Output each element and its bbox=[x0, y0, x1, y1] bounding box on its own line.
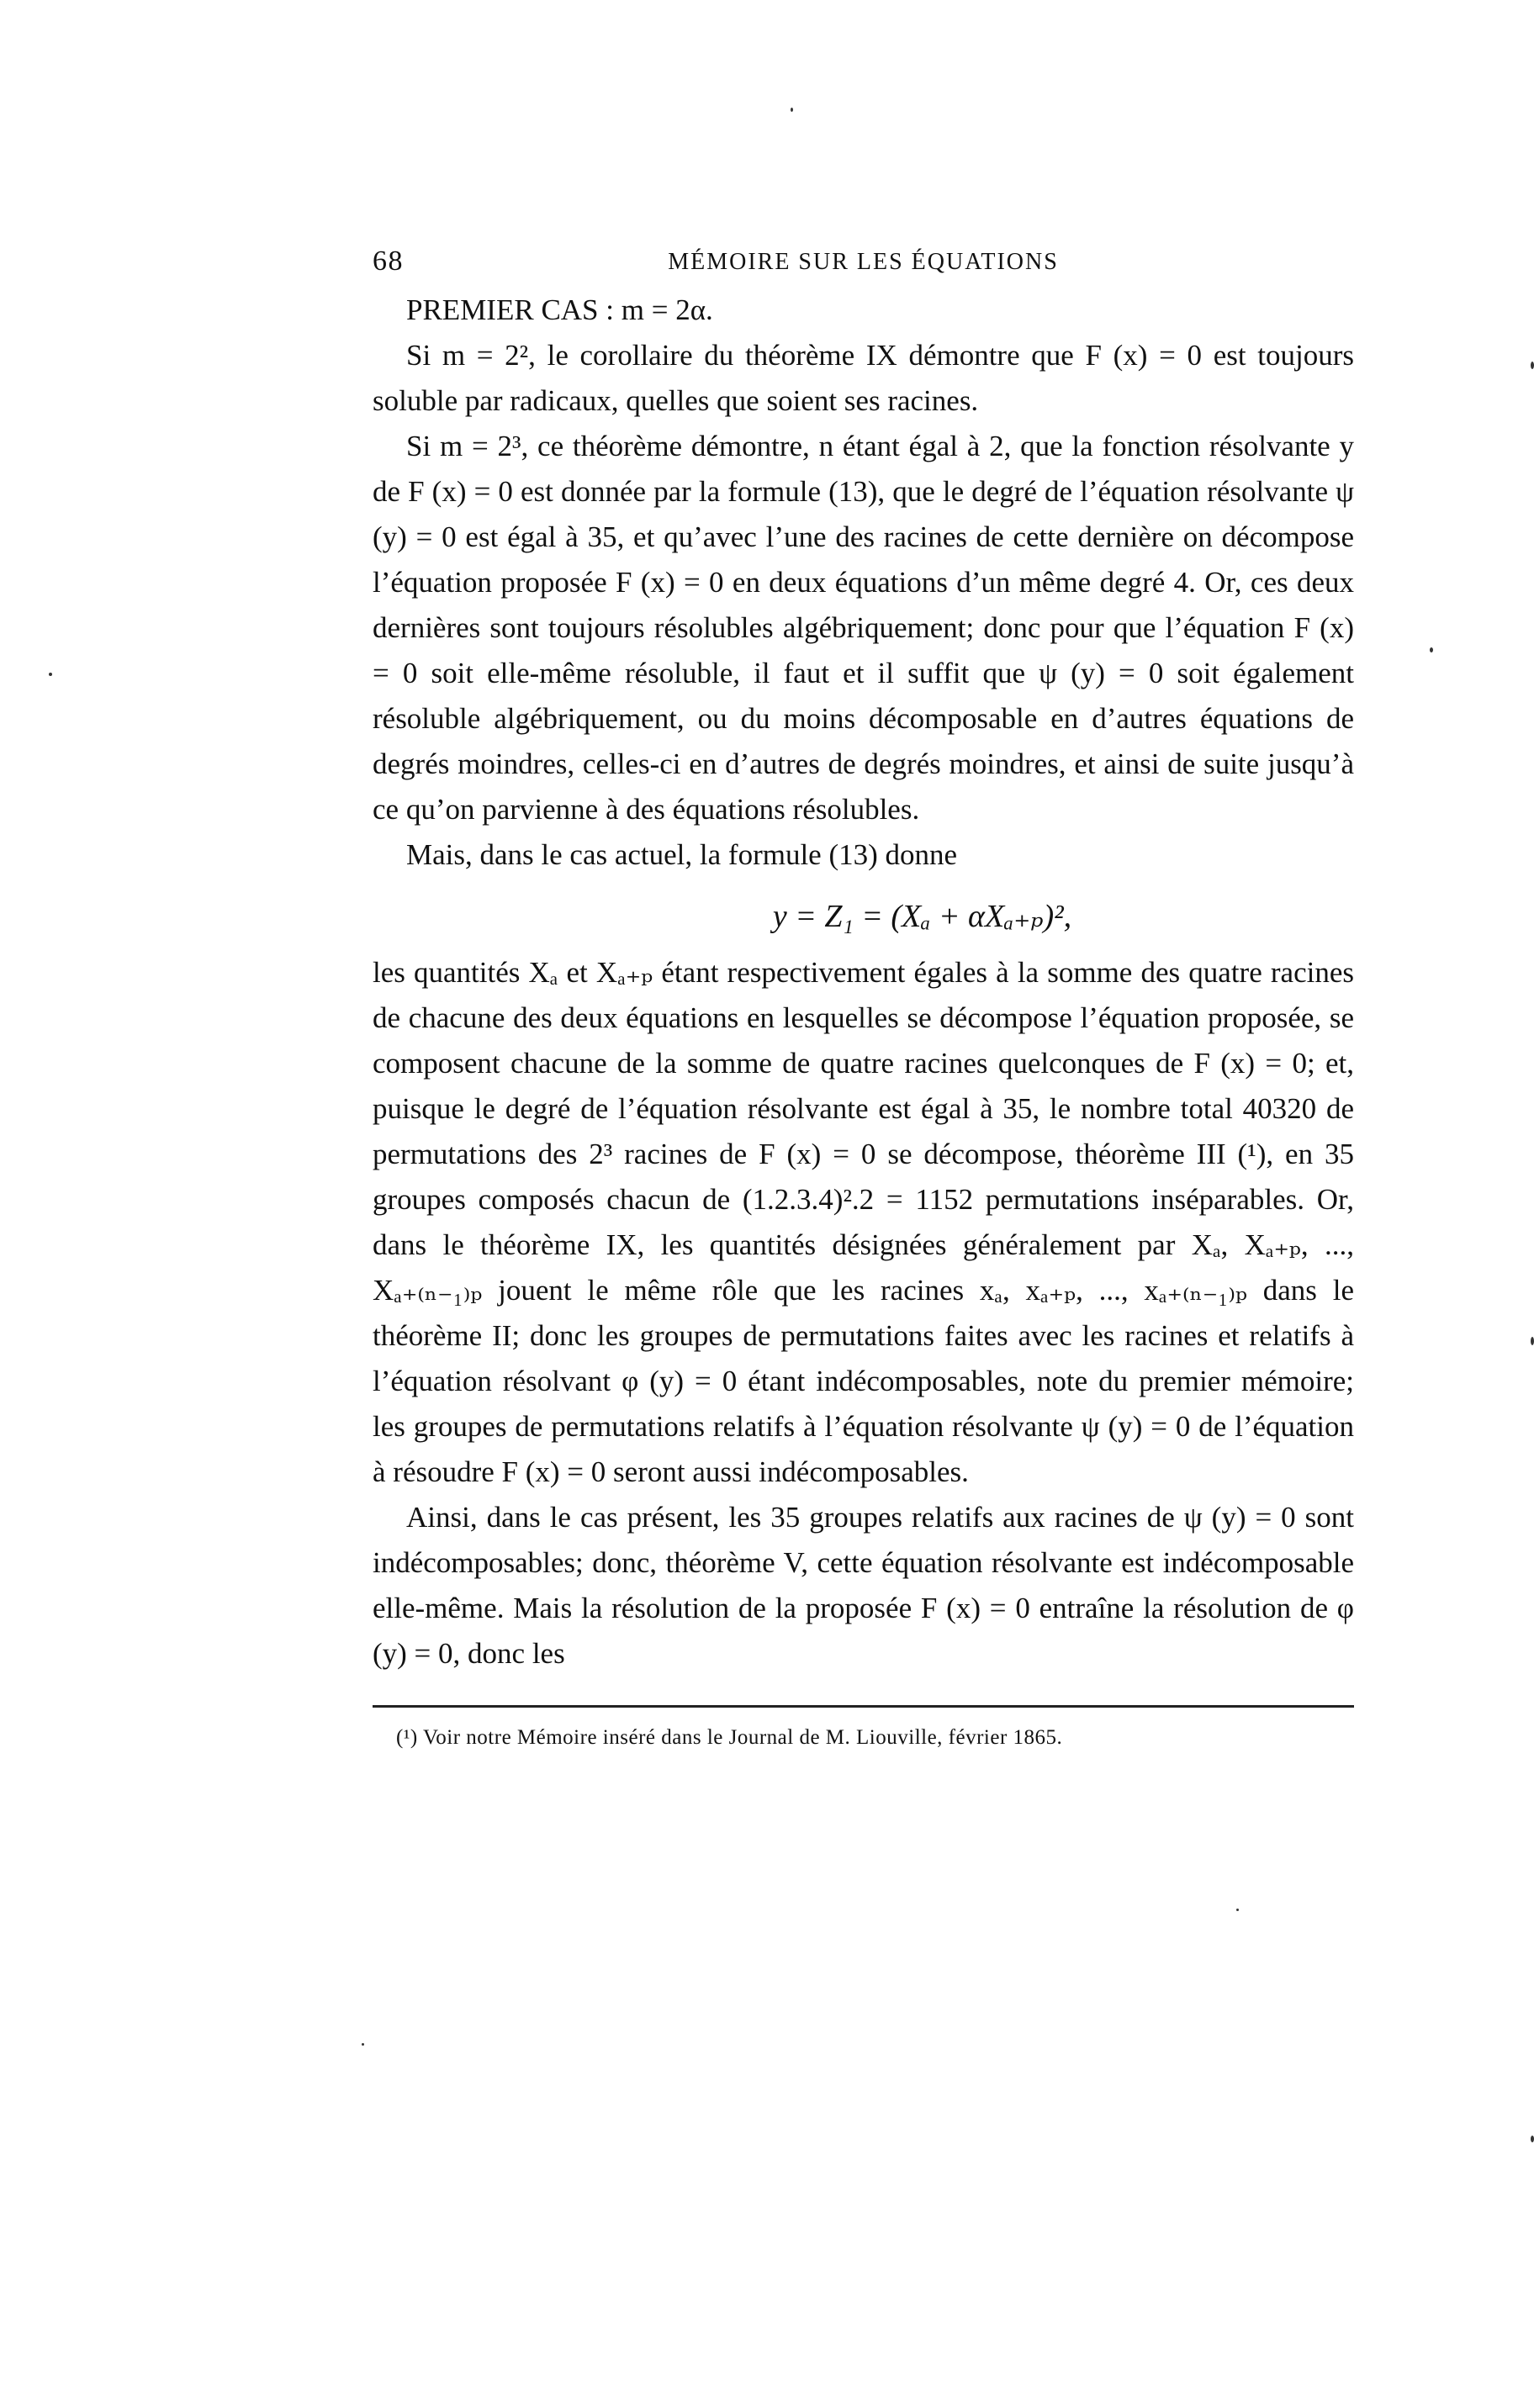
scan-speck bbox=[362, 2043, 364, 2046]
display-equation: y = Z₁ = (Xₐ + αXₐ₊ₚ)², bbox=[772, 899, 1072, 934]
page-number: 68 bbox=[373, 246, 404, 277]
page-header bbox=[373, 246, 1354, 279]
scan-speck bbox=[791, 108, 793, 112]
running-title: MÉMOIRE SUR LES ÉQUATIONS bbox=[668, 249, 1059, 275]
document-page bbox=[373, 246, 1354, 1755]
scan-speck bbox=[1531, 2136, 1534, 2142]
footnote: (¹) Voir notre Mémoire inséré dans le Journal de M. Liouville, février 1865. bbox=[396, 1726, 1063, 1749]
scan-speck bbox=[1531, 1337, 1534, 1345]
footnote-rule bbox=[373, 1705, 1354, 1708]
paragraph: Si m = 2³, ce théorème démontre, n étant égal à 2, que la fonction résolvante y de F (x) = 0 est donnée par la formule (13), que le degré de l’équation résolvante ψ (y) = 0 est égal à 35, et qu’avec l’une des racines de cette dernière on décompose l’équation proposée F (x) = 0 en deux équations d’un même degré 4. Or, ces deux dernières sont toujours résolubles algébriquement; donc pour que l’équation F (x) = 0 soit elle-même résoluble, il faut et il suffit que ψ (y) = 0 soit également résoluble algébriquement, ou du moins décomposable en d’autres équations de degrés moindres, celles-ci en d’autres de degrés moindres, et ainsi de suite jusqu’à ce qu’on parvienne à des équations résolubles. bbox=[373, 430, 1354, 826]
section-heading: PREMIER CAS : m = 2α. bbox=[406, 293, 713, 326]
scan-speck bbox=[1531, 362, 1534, 369]
paragraph: Mais, dans le cas actuel, la formule (13) donne bbox=[406, 838, 958, 871]
body-text bbox=[373, 288, 1354, 1677]
scan-speck bbox=[1430, 647, 1433, 652]
paragraph: Ainsi, dans le cas présent, les 35 groupes relatifs aux racines de ψ (y) = 0 sont indécomposables; donc, théorème V, cette équation résolvante est indécomposable elle-même. Mais la résolution de la proposée F (x) = 0 entraîne la résolution de φ (y) = 0, donc les bbox=[373, 1501, 1354, 1670]
scan-speck bbox=[1236, 1909, 1239, 1911]
paragraph: Si m = 2², le corollaire du théorème IX démontre que F (x) = 0 est toujours soluble par radicaux, quelles que soient ses racines. bbox=[373, 339, 1354, 417]
scan-speck bbox=[49, 673, 52, 676]
paragraph: les quantités Xₐ et Xₐ₊ₚ étant respectivement égales à la somme des quatre racines de chacune des deux équations en lesquelles se décompose l’équation proposée, se composent chacune de la somme de quatre racines quelconques de F (x) = 0; et, puisque le degré de l’équation résolvante est égal à 35, le nombre total 40320 de permutations des 2³ racines de F (x) = 0 se décompose, théorème III (¹), en 35 groupes composés chacun de (1.2.3.4)².2 = 1152 permutations inséparables. Or, dans le théorème IX, les quantités désignées généralement par Xₐ, Xₐ₊ₚ, ..., Xₐ₊₍ₙ₋₁₎ₚ jouent le même rôle que les racines xₐ, xₐ₊ₚ, ..., xₐ₊₍ₙ₋₁₎ₚ dans le théorème II; donc les groupes de permutations faites avec les racines et relatifs à l’équation résolvant φ (y) = 0 étant indécomposables, note du premier mémoire; les groupes de permutations relatifs à l’équation résolvante ψ (y) = 0 de l’équation à résoudre F (x) = 0 seront aussi indécomposables. bbox=[373, 956, 1354, 1488]
